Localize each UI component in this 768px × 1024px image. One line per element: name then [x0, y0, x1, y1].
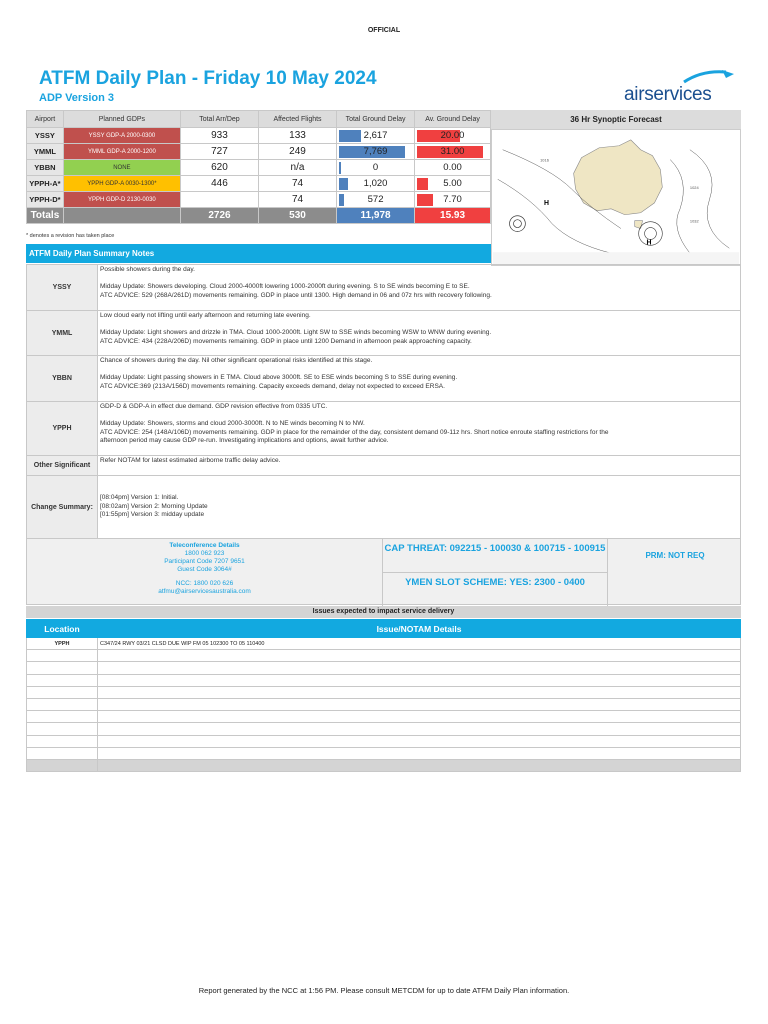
notes-line: afternoon period may cause GDP re-run. Investigating implications and options, await further advice. — [100, 437, 389, 445]
col-planned-gdps: Planned GDPs — [63, 111, 180, 128]
issue-details — [98, 747, 741, 759]
gdp-row — [27, 128, 491, 144]
version-label: ADP Version 3 — [39, 92, 114, 104]
affected-flights: 133 — [258, 128, 336, 144]
avg-ground-delay — [415, 176, 491, 192]
planned-gdp: YSSY GDP-A 2000-0300 — [63, 128, 180, 144]
total-arrdep: 933 — [180, 128, 258, 144]
issue-location — [27, 735, 98, 747]
col-avg-ground-delay: Av. Ground Delay — [415, 111, 491, 128]
notes-line: ATC ADVICE: 434 (228A/206D) movements remaining. GDP in place until 1200 Demand in afternoon peak approaching capacity. — [100, 337, 472, 345]
airport-code: YPPH-D* — [27, 192, 64, 208]
issue-location — [27, 662, 98, 674]
issue-location — [27, 650, 98, 662]
notes-row — [27, 265, 741, 311]
notes-line: [01:55pm] Version 3: midday update — [100, 511, 205, 519]
affected-flights: 74 — [258, 176, 336, 192]
svg-text:1024: 1024 — [689, 185, 699, 191]
notes-line: ATC ADVICE: 529 (268A/261D) movements remaining. GDP in place until 1300. High demand in 06 and 07z hrs with recovery following. — [100, 291, 492, 299]
issue-row — [27, 747, 741, 759]
avg-delay-value: 31.00 — [440, 146, 465, 157]
affected-flights: 74 — [258, 192, 336, 208]
planned-gdp: YMML GDP-A 2000-1200 — [63, 144, 180, 160]
avg-delay-bar — [417, 194, 433, 206]
issue-row — [27, 759, 741, 771]
notes-row-label: YMML — [27, 311, 98, 356]
ground-delay-value: 0 — [372, 162, 379, 173]
ground-delay-value: 1,020 — [363, 178, 388, 189]
synoptic-title: 36 Hr Synoptic Forecast — [491, 110, 741, 129]
notes-line: Midday Update: Showers, storms and cloud 2000-3000ft. N to NE winds becoming N to NW. — [100, 420, 365, 428]
ncc-phone: NCC: 1800 020 626 — [175, 580, 234, 587]
avg-ground-delay — [415, 160, 491, 176]
issue-row — [27, 698, 741, 710]
summary-notes-table — [26, 264, 741, 539]
avg-delay-value: 20.00 — [440, 130, 465, 141]
ground-delay-bar — [339, 194, 344, 206]
total-ground-delay — [337, 192, 415, 208]
svg-text:1016: 1016 — [540, 157, 549, 163]
total-ground-delay — [337, 128, 415, 144]
notes-line: Midday Update: Light passing showers in E TMA. Cloud above 3000ft. SE to ESE winds becoming S to SSE during evening. — [100, 374, 458, 382]
avg-delay-value: 0.00 — [443, 162, 462, 173]
ground-delay-value: 572 — [367, 194, 384, 205]
issue-details — [98, 735, 741, 747]
teleconference-details — [27, 542, 382, 596]
svg-text:H: H — [646, 239, 652, 247]
ground-delay-bar — [339, 130, 361, 142]
total-arrdep — [180, 192, 258, 208]
ground-delay-value: 2,617 — [363, 130, 388, 141]
col-issue-details: Issue/NOTAM Details — [98, 620, 741, 638]
notes-row — [27, 402, 741, 456]
planned-gdp: NONE — [63, 160, 180, 176]
issue-details — [98, 723, 741, 735]
report-footer: Report generated by the NCC at 1:56 PM. Please consult METCDM for up to date ATFM Daily Plan information. — [198, 986, 570, 995]
classification-label: OFFICIAL — [367, 27, 401, 34]
participant-code: Participant Code 7207 9651 — [164, 558, 245, 565]
total-arrdep: 620 — [180, 160, 258, 176]
contact-email[interactable]: atfmu@airservicesaustralia.com — [158, 588, 251, 595]
prm-status: PRM: NOT REQ — [607, 539, 742, 606]
issue-row — [27, 711, 741, 723]
teleconference-phone: 1800 062 923 — [184, 550, 225, 557]
issue-details — [98, 686, 741, 698]
ymen-slot-scheme: YMEN SLOT SCHEME: YES: 2300 - 0400 — [382, 573, 607, 606]
totals-row — [27, 208, 491, 224]
col-total-ground-delay: Total Ground Delay — [337, 111, 415, 128]
notes-line: Midday Update: Showers developing. Cloud 2000-4000ft lowering 1000-2000ft during evening. S to SE winds becoming E to SE. — [100, 283, 470, 291]
issue-row — [27, 638, 741, 650]
issue-location — [27, 686, 98, 698]
issue-details: C347/24 RWY 03/21 CLSD DUE WIP FM 05 102300 TO 05 110400 — [98, 638, 741, 650]
issue-row — [27, 686, 741, 698]
gdp-row — [27, 144, 491, 160]
airport-code: YMML — [27, 144, 64, 160]
notes-line: Low cloud early not lifting until early afternoon and returning late evening. — [100, 312, 311, 319]
totals-avg: 15.93 — [415, 208, 491, 224]
issues-table — [26, 619, 741, 772]
planned-gdp: YPPH GDP-D 2130-0030 — [63, 192, 180, 208]
notes-row-text — [98, 402, 741, 456]
issue-details — [98, 674, 741, 686]
notes-row-label: YBBN — [27, 356, 98, 402]
notes-line: ATC ADVICE:369 (213A/156D) movements remaining. Capacity exceeds demand, delay not expected to exceed ERSA. — [100, 382, 445, 390]
notes-line — [100, 412, 738, 421]
issue-details — [98, 662, 741, 674]
planned-gdp: YPPH GDP-A 0030-1300* — [63, 176, 180, 192]
issue-row — [27, 674, 741, 686]
gdp-table — [26, 110, 491, 224]
notes-line: GDP-D & GDP-A in effect due demand. GDP revision effective from 0335 UTC. — [100, 403, 328, 410]
avg-ground-delay — [415, 128, 491, 144]
notes-line — [100, 275, 738, 284]
totals-ground: 11,978 — [337, 208, 415, 224]
notes-header: ATFM Daily Plan Summary Notes — [26, 244, 491, 263]
col-total-arrdep: Total Arr/Dep — [180, 111, 258, 128]
notes-row — [27, 456, 741, 476]
totals-arrdep: 2726 — [180, 208, 258, 224]
page-title: ATFM Daily Plan - Friday 10 May 2024 — [39, 68, 377, 89]
issue-row — [27, 723, 741, 735]
notes-line: [08:02am] Version 2: Morning Update — [100, 502, 208, 510]
notes-row-text — [98, 356, 741, 402]
notes-row-text — [98, 311, 741, 356]
avg-delay-value: 7.70 — [443, 194, 462, 205]
issue-details — [98, 698, 741, 710]
avg-ground-delay — [415, 192, 491, 208]
issue-location — [27, 674, 98, 686]
totals-affected: 530 — [258, 208, 336, 224]
avg-ground-delay — [415, 144, 491, 160]
issues-header: Issues expected to impact service delivery — [26, 606, 741, 618]
gdp-row — [27, 176, 491, 192]
issue-location — [27, 723, 98, 735]
notes-row-label: YPPH — [27, 402, 98, 456]
avg-delay-value: 5.00 — [443, 178, 462, 189]
notes-line: Midday Update: Light showers and drizzle in TMA. Cloud 1000-2000ft. Light SW to SSE winds becoming WSW to WNW during evening. — [100, 329, 492, 337]
totals-label: Totals — [27, 208, 64, 224]
issue-row — [27, 735, 741, 747]
notes-row-label: YSSY — [27, 265, 98, 311]
revision-footnote: * denotes a revision has taken place — [26, 233, 115, 239]
teleconference-heading: Teleconference Details — [169, 542, 240, 549]
notes-line — [100, 366, 738, 375]
total-arrdep: 727 — [180, 144, 258, 160]
guest-code: Guest Code 3064# — [177, 566, 232, 573]
total-ground-delay — [337, 160, 415, 176]
total-arrdep: 446 — [180, 176, 258, 192]
issue-row — [27, 650, 741, 662]
affected-flights: n/a — [258, 160, 336, 176]
notes-line: Possible showers during the day. — [100, 266, 195, 273]
gdp-row — [27, 192, 491, 208]
notes-row — [27, 356, 741, 402]
affected-flights: 249 — [258, 144, 336, 160]
issue-details — [98, 759, 741, 771]
cap-threat: CAP THREAT: 092215 - 100030 & 100715 - 100915 — [382, 539, 607, 573]
ground-delay-bar — [339, 162, 341, 174]
notes-line: ATC ADVICE: 254 (148A/106D) movements remaining. GDP in place for the remainder of the day, consistent demand 09-11z hrs. Short notice enroute staffing restrictions for the — [100, 428, 609, 436]
notes-row-text — [98, 456, 741, 476]
issue-details — [98, 650, 741, 662]
svg-text:1032: 1032 — [689, 218, 699, 224]
issue-location: YPPH — [27, 638, 98, 650]
airport-code: YBBN — [27, 160, 64, 176]
gdp-row — [27, 160, 491, 176]
issue-details — [98, 711, 741, 723]
svg-text:H: H — [544, 199, 550, 207]
notes-row-label: Change Summary: — [27, 476, 98, 539]
contact-info-panel — [26, 538, 741, 605]
col-affected-flights: Affected Flights — [258, 111, 336, 128]
notes-row-text — [98, 265, 741, 311]
airport-code: YSSY — [27, 128, 64, 144]
notes-line — [100, 321, 738, 330]
issue-location — [27, 698, 98, 710]
notes-row-label: Other Significant — [27, 456, 98, 476]
total-ground-delay — [337, 176, 415, 192]
col-airport: Airport — [27, 111, 64, 128]
ground-delay-bar — [339, 178, 348, 190]
avg-delay-bar — [417, 178, 428, 190]
notes-line: Refer NOTAM for latest estimated airborne traffic delay advice. — [100, 457, 281, 464]
notes-line: Chance of showers during the day. Nil other significant operational risks identified at this stage. — [100, 357, 373, 364]
issue-location — [27, 759, 98, 771]
totals-gdp — [63, 208, 180, 224]
ground-delay-value: 7,769 — [363, 146, 388, 157]
notes-line: [08:04pm] Version 1: Initial. — [100, 494, 179, 502]
synoptic-map — [491, 129, 741, 266]
notes-row — [27, 311, 741, 356]
logo-text: airservices — [624, 84, 712, 105]
airport-code: YPPH-A* — [27, 176, 64, 192]
notes-row — [27, 476, 741, 539]
notes-row-text — [98, 476, 741, 539]
col-location: Location — [27, 620, 98, 638]
issue-row — [27, 662, 741, 674]
total-ground-delay — [337, 144, 415, 160]
issue-location — [27, 711, 98, 723]
issue-location — [27, 747, 98, 759]
